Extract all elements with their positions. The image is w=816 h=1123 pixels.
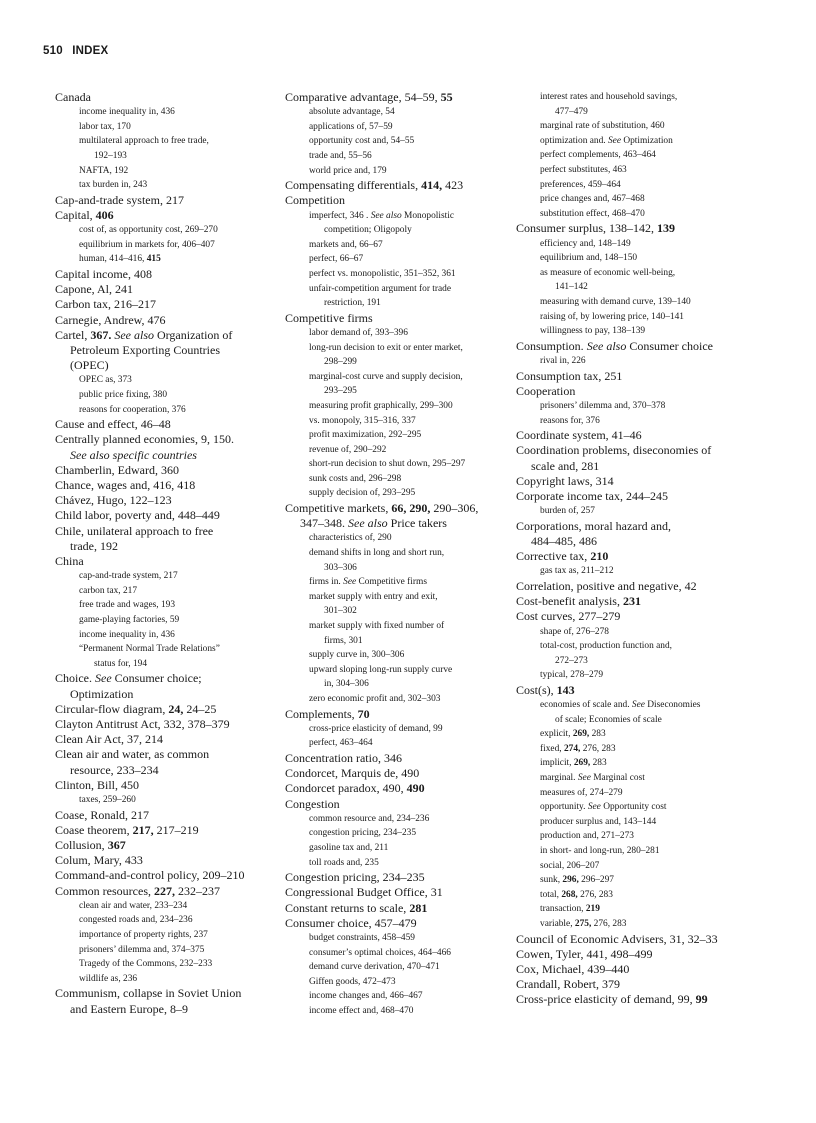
index-subentry: labor tax, 170 (79, 121, 131, 132)
index-subentry: typical, 278–279 (540, 670, 604, 681)
index-main-entry: Consumer surplus, 138–142, 139 (516, 221, 675, 236)
index-subentry: equilibrium and, 148–150 (540, 253, 638, 264)
index-subentry: burden of, 257 (540, 506, 595, 517)
index-subentry: world price and, 179 (309, 165, 387, 176)
index-subentry: wildlife as, 236 (79, 973, 138, 984)
index-main-entry: Chile, unilateral approach to free (55, 523, 214, 538)
index-main-entry: resource, 233–234 (70, 762, 159, 777)
index-subentry: status for, 194 (94, 658, 148, 669)
index-main-entry: Consumer choice, 457–479 (285, 915, 417, 930)
index-main-entry: Consumption. See also Consumer choice (516, 338, 713, 353)
index-subentry: efficiency and, 148–149 (540, 238, 631, 249)
index-subentry: income effect and, 468–470 (309, 1005, 414, 1016)
index-subentry: cost of, as opportunity cost, 269–270 (79, 225, 218, 236)
index-subentry: firms in. See Competitive firms (309, 577, 427, 588)
index-main-entry: scale and, 281 (531, 458, 600, 473)
index-subentry: cross-price elasticity of demand, 99 (309, 723, 443, 734)
index-subentry: implicit, 269, 283 (540, 758, 607, 769)
index-subentry: game-playing factories, 59 (79, 614, 180, 625)
index-subentry: congested roads and, 234–236 (79, 915, 193, 926)
index-subentry: NAFTA, 192 (79, 165, 129, 176)
index-main-entry: Crandall, Robert, 379 (516, 977, 620, 992)
index-subentry: variable, 275, 276, 283 (540, 919, 627, 929)
index-subentry: short-run decision to shut down, 295–297 (309, 459, 466, 470)
index-main-entry: Circular-flow diagram, 24, 24–25 (55, 701, 217, 716)
index-subentry: supply curve in, 300–306 (309, 650, 405, 661)
index-main-entry: Collusion, 367 (55, 837, 126, 852)
index-subentry: Giffen goods, 472–473 (309, 976, 396, 987)
index-main-entry: China (55, 553, 84, 568)
index-subentry: marginal-cost curve and supply decision, (309, 371, 463, 382)
index-subentry: perfect, 463–464 (309, 738, 373, 749)
index-subentry: equilibrium in markets for, 406–407 (79, 239, 215, 250)
index-subentry: opportunity. See Opportunity cost (540, 802, 667, 813)
index-main-entry: Council of Economic Advisers, 31, 32–33 (516, 931, 718, 946)
index-subentry: income inequality in, 436 (79, 107, 175, 118)
index-subentry: human, 414–416, 415 (79, 254, 161, 265)
index-subentry: zero economic profit and, 302–303 (309, 694, 441, 704)
index-subentry: perfect, 66–67 (309, 254, 364, 265)
index-subentry: price changes and, 467–468 (540, 194, 645, 205)
index-subentry: 141–142 (555, 282, 588, 293)
index-subentry: characteristics of, 290 (309, 533, 392, 544)
index-subentry: firms, 301 (324, 635, 363, 646)
index-main-entry: Cowen, Tyler, 441, 498–499 (516, 946, 653, 961)
index-subentry: measures of, 274–279 (540, 787, 623, 798)
index-subentry: income inequality in, 436 (79, 629, 175, 640)
index-subentry: of scale; Economies of scale (555, 714, 662, 725)
index-main-entry: Cost curves, 277–279 (516, 609, 621, 624)
index-subentry: free trade and wages, 193 (79, 600, 176, 611)
index-main-entry: Comparative advantage, 54–59, 55 (285, 90, 453, 104)
index-subentry: producer surplus and, 143–144 (540, 816, 657, 827)
index-subentry: “Permanent Normal Trade Relations” (79, 644, 220, 655)
index-main-entry: Coordination problems, diseconomies of (516, 443, 712, 458)
index-subentry: prisoners’ dilemma and, 374–375 (79, 944, 205, 955)
index-subentry: 303–306 (324, 562, 357, 573)
index-main-entry: Coase, Ronald, 217 (55, 807, 149, 822)
page-number: 510 (43, 45, 63, 57)
index-column-2 (285, 90, 507, 1019)
index-subentry: upward sloping long-run supply curve (309, 664, 453, 675)
index-subentry: 301–302 (324, 606, 357, 617)
index-subentry: total-cost, production function and, (540, 641, 673, 652)
index-subentry: applications of, 57–59 (309, 121, 393, 132)
index-subentry: total, 268, 276, 283 (540, 889, 613, 900)
index-subentry: production and, 271–273 (540, 831, 634, 842)
index-subentry: substitution effect, 468–470 (540, 208, 645, 219)
index-subentry: income changes and, 466–467 (309, 991, 423, 1002)
index-subentry: 192–193 (94, 150, 127, 161)
index-main-entry: Centrally planned economies, 9, 150. (55, 432, 234, 447)
index-subentry: restriction, 191 (324, 298, 381, 309)
index-main-entry: Capital income, 408 (55, 266, 152, 281)
running-header (43, 45, 108, 57)
index-main-entry: Competition (285, 193, 345, 208)
index-subentry: interest rates and household savings, (540, 92, 678, 102)
index-main-entry: Coase theorem, 217, 217–219 (55, 822, 199, 837)
index-main-entry: Capone, Al, 241 (55, 282, 133, 297)
index-subentry: sunk, 296, 296–297 (540, 875, 614, 886)
index-main-entry: Cooperation (516, 383, 576, 398)
index-subentry: long-run decision to exit or enter market, (309, 342, 463, 353)
index-subentry: clean air and water, 233–234 (79, 900, 188, 911)
index-subentry: multilateral approach to free trade, (79, 136, 209, 147)
index-main-entry: Corporations, moral hazard and, (516, 518, 671, 533)
index-main-entry: Chávez, Hugo, 122–123 (55, 493, 172, 508)
index-subentry: absolute advantage, 54 (309, 107, 395, 118)
index-main-entry: Condorcet paradox, 490, 490 (285, 781, 425, 796)
index-subentry: perfect vs. monopolistic, 351–352, 361 (309, 268, 456, 279)
index-subentry: profit maximization, 292–295 (309, 430, 422, 441)
index-main-entry: Child labor, poverty and, 448–449 (55, 508, 220, 523)
index-main-entry: Command-and-control policy, 209–210 (55, 868, 245, 883)
index-main-entry: Choice. See Consumer choice; (55, 671, 202, 686)
index-subentry: opportunity cost and, 54–55 (309, 136, 415, 147)
index-subentry: tax burden in, 243 (79, 180, 148, 191)
index-main-entry: Cost(s), 143 (516, 682, 575, 697)
index-subentry: trade and, 55–56 (309, 150, 372, 161)
index-main-entry: Coordinate system, 41–46 (516, 428, 642, 443)
index-subentry: optimization and. See Optimization (540, 135, 673, 146)
index-subentry: gas tax as, 211–212 (540, 566, 614, 577)
index-main-entry: Communism, collapse in Soviet Union (55, 986, 242, 1001)
index-subentry: cap-and-trade system, 217 (79, 571, 178, 582)
index-main-entry: See also specific countries (70, 447, 197, 462)
index-subentry: Tragedy of the Commons, 232–233 (79, 959, 213, 970)
index-main-entry: 484–485, 486 (531, 533, 597, 548)
index-subentry: marginal rate of substitution, 460 (540, 121, 665, 132)
index-column-1 (55, 90, 277, 1017)
index-subentry: raising of, by lowering price, 140–141 (540, 311, 684, 322)
section-title: INDEX (72, 45, 109, 57)
index-main-entry: Chance, wages and, 416, 418 (55, 477, 196, 492)
index-main-entry: Complements, 70 (285, 706, 370, 721)
index-subentry: budget constraints, 458–459 (309, 932, 415, 943)
index-subentry: congestion pricing, 234–235 (309, 828, 417, 839)
index-subentry: fixed, 274, 276, 283 (540, 743, 616, 754)
index-subentry: transaction, 219 (540, 904, 600, 915)
index-subentry: perfect complements, 463–464 (540, 150, 656, 161)
index-main-entry: Cap-and-trade system, 217 (55, 192, 184, 207)
index-main-entry: Competitive firms (285, 310, 373, 325)
index-main-entry: 347–348. See also Price takers (300, 516, 447, 531)
index-subentry: gasoline tax and, 211 (309, 842, 389, 853)
index-subentry: sunk costs and, 296–298 (309, 473, 402, 484)
index-subentry: reasons for, 376 (540, 415, 600, 426)
index-main-entry: Concentration ratio, 346 (285, 750, 402, 765)
index-main-entry: Cross-price elasticity of demand, 99, 99 (516, 992, 708, 1007)
index-subentry: 272–273 (555, 655, 588, 666)
index-main-entry: Common resources, 227, 232–237 (55, 883, 220, 898)
index-subentry: marginal. See Marginal cost (540, 773, 645, 784)
index-subentry: OPEC as, 373 (79, 375, 132, 386)
index-main-entry: Condorcet, Marquis de, 490 (285, 766, 420, 781)
index-main-entry: Constant returns to scale, 281 (285, 900, 428, 915)
index-subentry: markets and, 66–67 (309, 239, 383, 250)
index-main-entry: Consumption tax, 251 (516, 368, 623, 383)
index-subentry: measuring with demand curve, 139–140 (540, 296, 691, 307)
index-subentry: supply decision of, 293–295 (309, 488, 416, 499)
index-subentry: rival in, 226 (540, 355, 586, 366)
index-main-entry: Correlation, positive and negative, 42 (516, 578, 697, 593)
index-subentry: unfair-competition argument for trade (309, 283, 452, 294)
index-main-entry: Competitive markets, 66, 290, 290–306, (285, 501, 479, 516)
index-main-entry: Petroleum Exporting Countries (70, 342, 220, 357)
index-main-entry: Colum, Mary, 433 (55, 853, 143, 868)
index-subentry: in, 304–306 (324, 679, 369, 690)
index-subentry: willingness to pay, 138–139 (540, 326, 646, 337)
index-subentry: shape of, 276–278 (540, 626, 609, 637)
index-main-entry: Clean air and water, as common (55, 747, 210, 762)
index-main-entry: and Eastern Europe, 8–9 (70, 1001, 188, 1016)
index-subentry: consumer’s optimal choices, 464–466 (309, 947, 451, 958)
index-subentry: prisoners’ dilemma and, 370–378 (540, 400, 666, 411)
index-main-entry: Congestion pricing, 234–235 (285, 870, 425, 885)
index-subentry: perfect substitutes, 463 (540, 164, 627, 175)
index-subentry: imperfect, 346 . See also Monopolistic (309, 210, 455, 221)
index-main-entry: Congressional Budget Office, 31 (285, 885, 443, 900)
index-subentry: vs. monopoly, 315–316, 337 (309, 415, 416, 426)
index-main-entry: (OPEC) (70, 358, 109, 373)
index-subentry: taxes, 259–260 (79, 794, 136, 805)
index-main-entry: Clinton, Bill, 450 (55, 777, 140, 792)
index-subentry: revenue of, 290–292 (309, 444, 387, 455)
index-main-entry: Carbon tax, 216–217 (55, 297, 156, 312)
index-main-entry: Clean Air Act, 37, 214 (55, 732, 163, 747)
index-subentry: 298–299 (324, 357, 357, 368)
index-subentry: 477–479 (555, 106, 588, 117)
index-main-entry: Copyright laws, 314 (516, 473, 614, 488)
index-main-entry: Cox, Michael, 439–440 (516, 962, 630, 976)
index-main-entry: Cost-benefit analysis, 231 (516, 594, 641, 609)
index-main-entry: Chamberlin, Edward, 360 (55, 462, 179, 477)
index-subentry: 293–295 (324, 386, 357, 397)
index-subentry: as measure of economic well-being, (540, 267, 676, 278)
index-main-entry: Capital, 406 (55, 207, 114, 222)
index-subentry: carbon tax, 217 (79, 585, 138, 596)
index-subentry: explicit, 269, 283 (540, 729, 606, 740)
index-subentry: market supply with entry and exit, (309, 591, 438, 602)
index-main-entry: Corporate income tax, 244–245 (516, 488, 668, 503)
index-subentry: social, 206–207 (540, 860, 600, 871)
index-main-entry: Canada (55, 90, 91, 104)
index-subentry: market supply with fixed number of (309, 621, 445, 632)
index-subentry: in short- and long-run, 280–281 (540, 846, 660, 857)
index-subentry: toll roads and, 235 (309, 857, 379, 868)
index-subentry: reasons for cooperation, 376 (79, 404, 186, 415)
index-main-entry: trade, 192 (70, 538, 118, 553)
index-main-entry: Corrective tax, 210 (516, 549, 609, 564)
index-main-entry: Cartel, 367. See also Organization of (55, 327, 233, 342)
index-subentry: common resource and, 234–236 (309, 813, 430, 824)
index-main-entry: Optimization (70, 686, 134, 701)
index-main-entry: Clayton Antitrust Act, 332, 378–379 (55, 716, 230, 731)
index-subentry: competition; Oligopoly (324, 225, 412, 236)
index-subentry: importance of property rights, 237 (79, 929, 208, 940)
index-main-entry: Compensating differentials, 414, 423 (285, 178, 464, 193)
index-main-entry: Carnegie, Andrew, 476 (55, 312, 166, 327)
index-subentry: labor demand of, 393–396 (309, 327, 408, 338)
index-subentry: public price fixing, 380 (79, 389, 168, 400)
index-subentry: economies of scale and. See Diseconomies (540, 700, 701, 711)
index-subentry: demand curve derivation, 470–471 (309, 962, 440, 973)
index-column-3 (516, 90, 738, 1008)
index-subentry: measuring profit graphically, 299–300 (309, 400, 453, 411)
index-main-entry: Congestion (285, 796, 340, 811)
index-subentry: demand shifts in long and short run, (309, 548, 445, 559)
index-subentry: preferences, 459–464 (540, 179, 621, 190)
index-main-entry: Cause and effect, 46–48 (55, 417, 171, 432)
